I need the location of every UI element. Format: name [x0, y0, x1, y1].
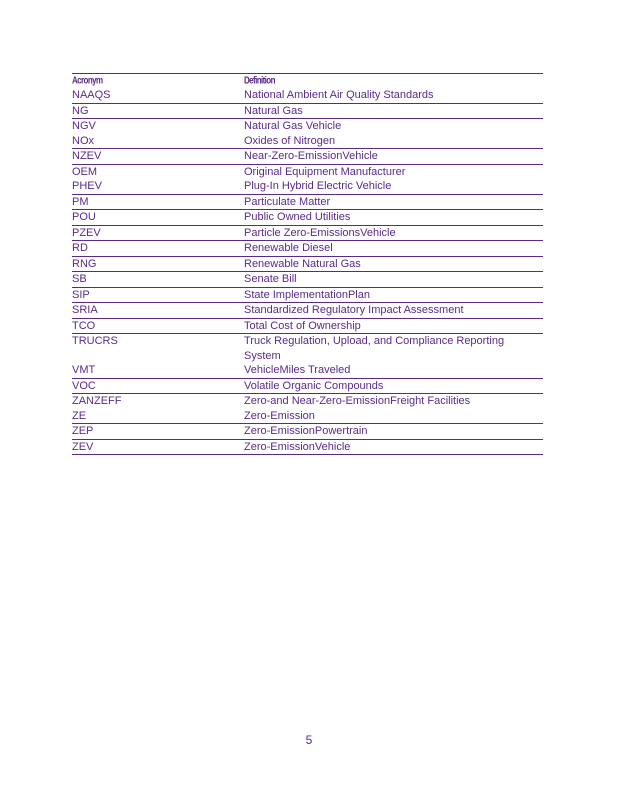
acronym-cell: PZEV	[72, 226, 101, 239]
acronym-cell: POU	[72, 211, 96, 223]
acronym-cell: RNG	[72, 257, 97, 270]
table-row	[72, 134, 543, 149]
acronym-cell: TCO	[72, 319, 96, 332]
table-row	[72, 393, 543, 409]
table-row	[72, 209, 543, 225]
acronym-cell: TRUCRS	[72, 335, 118, 347]
definition-cell: Total Cost of Ownership	[244, 319, 361, 332]
definition-cell: State ImplementationPlan	[244, 288, 370, 301]
acronym-cell: NZEV	[72, 150, 102, 162]
definition-cell: Oxides of Nitrogen	[244, 134, 336, 147]
header-acronym: Acronym	[72, 74, 103, 86]
acronym-cell: RD	[72, 242, 88, 254]
definition-cell: VehicleMiles Traveled	[244, 364, 351, 376]
definition-cell: Renewable Natural Gas	[244, 257, 361, 270]
acronym-cell: NGV	[72, 120, 96, 132]
definition-cell: Renewable Diesel	[244, 242, 333, 254]
acronym-cell: NAAQS	[72, 89, 111, 101]
table-header	[72, 74, 543, 88]
definition-cell: National Ambient Air Quality Standards	[244, 89, 434, 101]
table-row	[72, 194, 543, 210]
definition-cell: Truck Regulation, Upload, and Compliance Reporting System	[244, 335, 505, 362]
table-row	[72, 423, 543, 439]
table-row	[72, 287, 543, 303]
acronym-cell: ZEV	[72, 440, 94, 453]
table-row	[72, 439, 543, 455]
acronym-cell: SB	[72, 273, 87, 285]
definition-cell: Public Owned Utilities	[244, 211, 351, 223]
table-row	[72, 179, 543, 194]
table-row	[72, 409, 543, 424]
definition-cell: Natural Gas Vehicle	[244, 120, 342, 132]
acronym-cell: ZEP	[72, 425, 94, 437]
acronym-cell: ZANZEFF	[72, 395, 122, 407]
definition-cell: Zero-EmissionPowertrain	[244, 425, 368, 437]
definition-cell: Natural Gas	[244, 104, 303, 117]
acronym-cell: NOx	[72, 134, 94, 147]
table-row	[72, 240, 543, 256]
definition-cell: Particle Zero-EmissionsVehicle	[244, 226, 396, 239]
acronym-cell: SIP	[72, 288, 90, 301]
definition-cell: Senate Bill	[244, 273, 297, 285]
definition-cell: Volatile Organic Compounds	[244, 379, 384, 392]
table-row	[72, 302, 543, 318]
table-row	[72, 103, 543, 119]
table-row	[72, 363, 543, 378]
table-row	[72, 148, 543, 164]
acronym-cell: OEM	[72, 165, 98, 178]
definition-cell: Particulate Matter	[244, 195, 331, 208]
table-row	[72, 225, 543, 241]
header-definition: Definition	[244, 74, 275, 86]
acronym-cell: VMT	[72, 364, 96, 376]
table-bottom-rule	[72, 454, 543, 455]
acronym-cell: PHEV	[72, 180, 102, 192]
table-row	[72, 271, 543, 287]
definition-cell: Near-Zero-EmissionVehicle	[244, 150, 378, 162]
acronym-cell: ZE	[72, 409, 87, 422]
definition-cell: Standardized Regulatory Impact Assessment	[244, 304, 464, 316]
definition-cell: Zero-Emission	[244, 409, 315, 422]
definition-cell: Zero-and Near-Zero-EmissionFreight Facilities	[244, 395, 471, 407]
table-row	[72, 118, 543, 134]
table-row	[72, 333, 543, 363]
table-row	[72, 88, 543, 103]
table-row	[72, 164, 543, 180]
definition-cell: Zero-EmissionVehicle	[244, 440, 351, 453]
acronym-cell: NG	[72, 104, 89, 117]
definition-cell: Plug-In Hybrid Electric Vehicle	[244, 180, 392, 192]
acronym-cell: PM	[72, 195, 89, 208]
page-number: 5	[305, 733, 313, 747]
acronym-table	[72, 73, 543, 455]
acronym-cell: VOC	[72, 379, 96, 392]
table-row	[72, 378, 543, 394]
acronym-cell: SRIA	[72, 304, 98, 316]
table-row	[72, 256, 543, 272]
definition-cell: Original Equipment Manufacturer	[244, 165, 406, 178]
table-row	[72, 318, 543, 334]
